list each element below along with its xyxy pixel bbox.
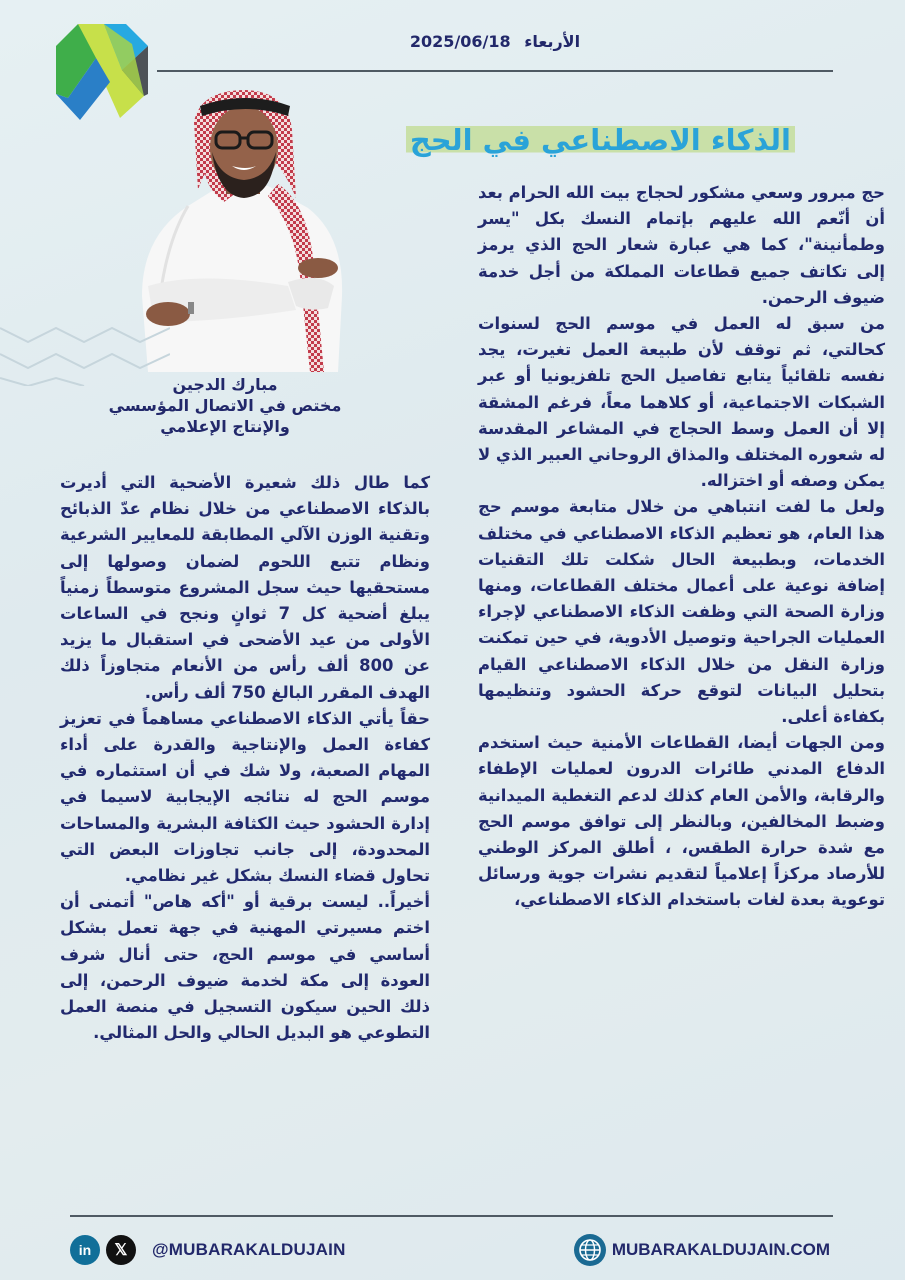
paragraph: حقاً يأتي الذكاء الاصطناعي مساهماً في تعزيز كفاءة العمل والإنتاجية والقدرة على أداء المهام الصعبة، ولا شك في أن استثماره في موسم الحج له نتائجه الإيجابية لاسيما في إدارة الحشود حيث الكثافة البشرية والمساحات المحدودة، إلى جانب تجاوزات البعض التي تحاول قضاء النسك بشكل غير نظامي. <box>60 708 430 886</box>
date-label: 2025/06/18 <box>409 32 511 51</box>
paragraph: ولعل ما لفت انتباهي من خلال متابعة موسم حج هذا العام، هو تعظيم الذكاء الاصطناعي في مختلف الخدمات، وبطبيعة الحال شكلت تلك التقنيات إضافة نوعية على أعمال مختلف القطاعات، ومنها وزارة الصحة التي وظفت الذكاء الاصطناعي لإجراء العمليات الجراحية وتوصيل الأدوية، في حين تمكنت وزارة النقل من خلال الذكاء الاصطناعي القيام بتحليل البيانات لتوقع حركة الحشود وتنظيمها بكفاءة أعلى. <box>478 497 885 727</box>
paragraph: حج مبرور وسعي مشكور لحجاج بيت الله الحرام بعد أن أنّعم الله عليهم بإتمام النسك بكل "يسر وطمأنينة"، كما هي عبارة شعار الحج الذي يرمز إلى تكاتف جميع قطاعات المملكة من أجل خدمة ضيوف الرحمن. <box>478 183 885 307</box>
website-link[interactable] <box>574 1234 830 1266</box>
paragraph: من سبق له العمل في موسم الحج لسنوات كحالتي، ثم توقف لأن طبيعة العمل تغيرت، يجد نفسه تلقائياً يتابع تفاصيل الحج تلفزيونيا أو عبر الشبكات الاجتماعية، أو كلاهما معاً، فرغم المشقة إلا أن العمل وسط الحجاج في المشاعر المقدسة له شعوره المختلف والمذاق الروحاني العبير الذي لا يمكن وصفه أو اختزاله. <box>478 314 885 491</box>
article-column-left <box>60 470 430 1046</box>
bottom-divider <box>70 1215 833 1217</box>
article-title-wrap <box>385 118 795 162</box>
linkedin-icon[interactable]: in <box>70 1235 100 1265</box>
author-role-line1: مختص في الاتصال المؤسسي <box>108 396 342 415</box>
author-caption <box>40 374 410 437</box>
x-icon[interactable]: 𝕏 <box>106 1235 136 1265</box>
paragraph: كما طال ذلك شعيرة الأضحية التي أديرت بالذكاء الاصطناعي من خلال نظام عدّ الذبائح وتقنية الوزن الآلي المطابقة للمعايير الشرعية ونظام تتبع اللحوم لضمان وصولها إلى مستحقيها حيث سجل المشروع متوسطاً زمنياً يبلغ أضحية كل 7 ثوانٍ ونجح في الساعات الأولى من عيد الأضحى في استقبال ما يزيد عن 800 ألف رأس من الأنعام متجاوزاً ذلك الهدف المقرر البالغ 750 ألف رأس. <box>60 473 431 702</box>
social-links <box>70 1234 346 1266</box>
day-label: الأربعاء <box>524 32 581 51</box>
date-header <box>160 32 830 51</box>
paragraph: أخيراً.. ليست برقية أو "أكه هاص" أتمنى أن اختم مسيرتي المهنية في جهة تعمل بشكل أساسي في موسم الحج، حتى أنال شرف العودة إلى مكة لخدمة ضيوف الرحمن، إلى ذلك الحين سيكون التسجيل في منصة العمل التطوعي هو البديل الحالي والحل المثالي. <box>60 892 430 1043</box>
author-name: مبارك الدجين <box>172 375 278 394</box>
social-handle[interactable]: @MUBARAKALDUJAIN <box>152 1240 346 1259</box>
globe-icon <box>574 1234 606 1266</box>
website-url[interactable]: MUBARAKALDUJAIN.COM <box>611 1240 830 1259</box>
author-role-line2: والإنتاج الإعلامي <box>160 417 290 436</box>
top-divider <box>157 70 833 72</box>
paragraph: ومن الجهات أيضا، القطاعات الأمنية حيث استخدم الدفاع المدني طائرات الدرون لعمليات الإطفاء والرقابة، والأمن العام كذلك لدعم التغطية الميدانية وضبط المخالفين، وبالنظر إلى توافق موسم الحج مع شدة حرارة الطقس، ، أطلق المركز الوطني للأرصاد مركزاً إعلامياً لتقديم نشرات جوية ورسائل توعوية بعدة لغات باستخدام الذكاء الاصطناعي، <box>478 733 885 910</box>
article-title: الذكاء الاصطناعي في الحج <box>406 118 795 162</box>
article-column-right <box>478 180 885 914</box>
